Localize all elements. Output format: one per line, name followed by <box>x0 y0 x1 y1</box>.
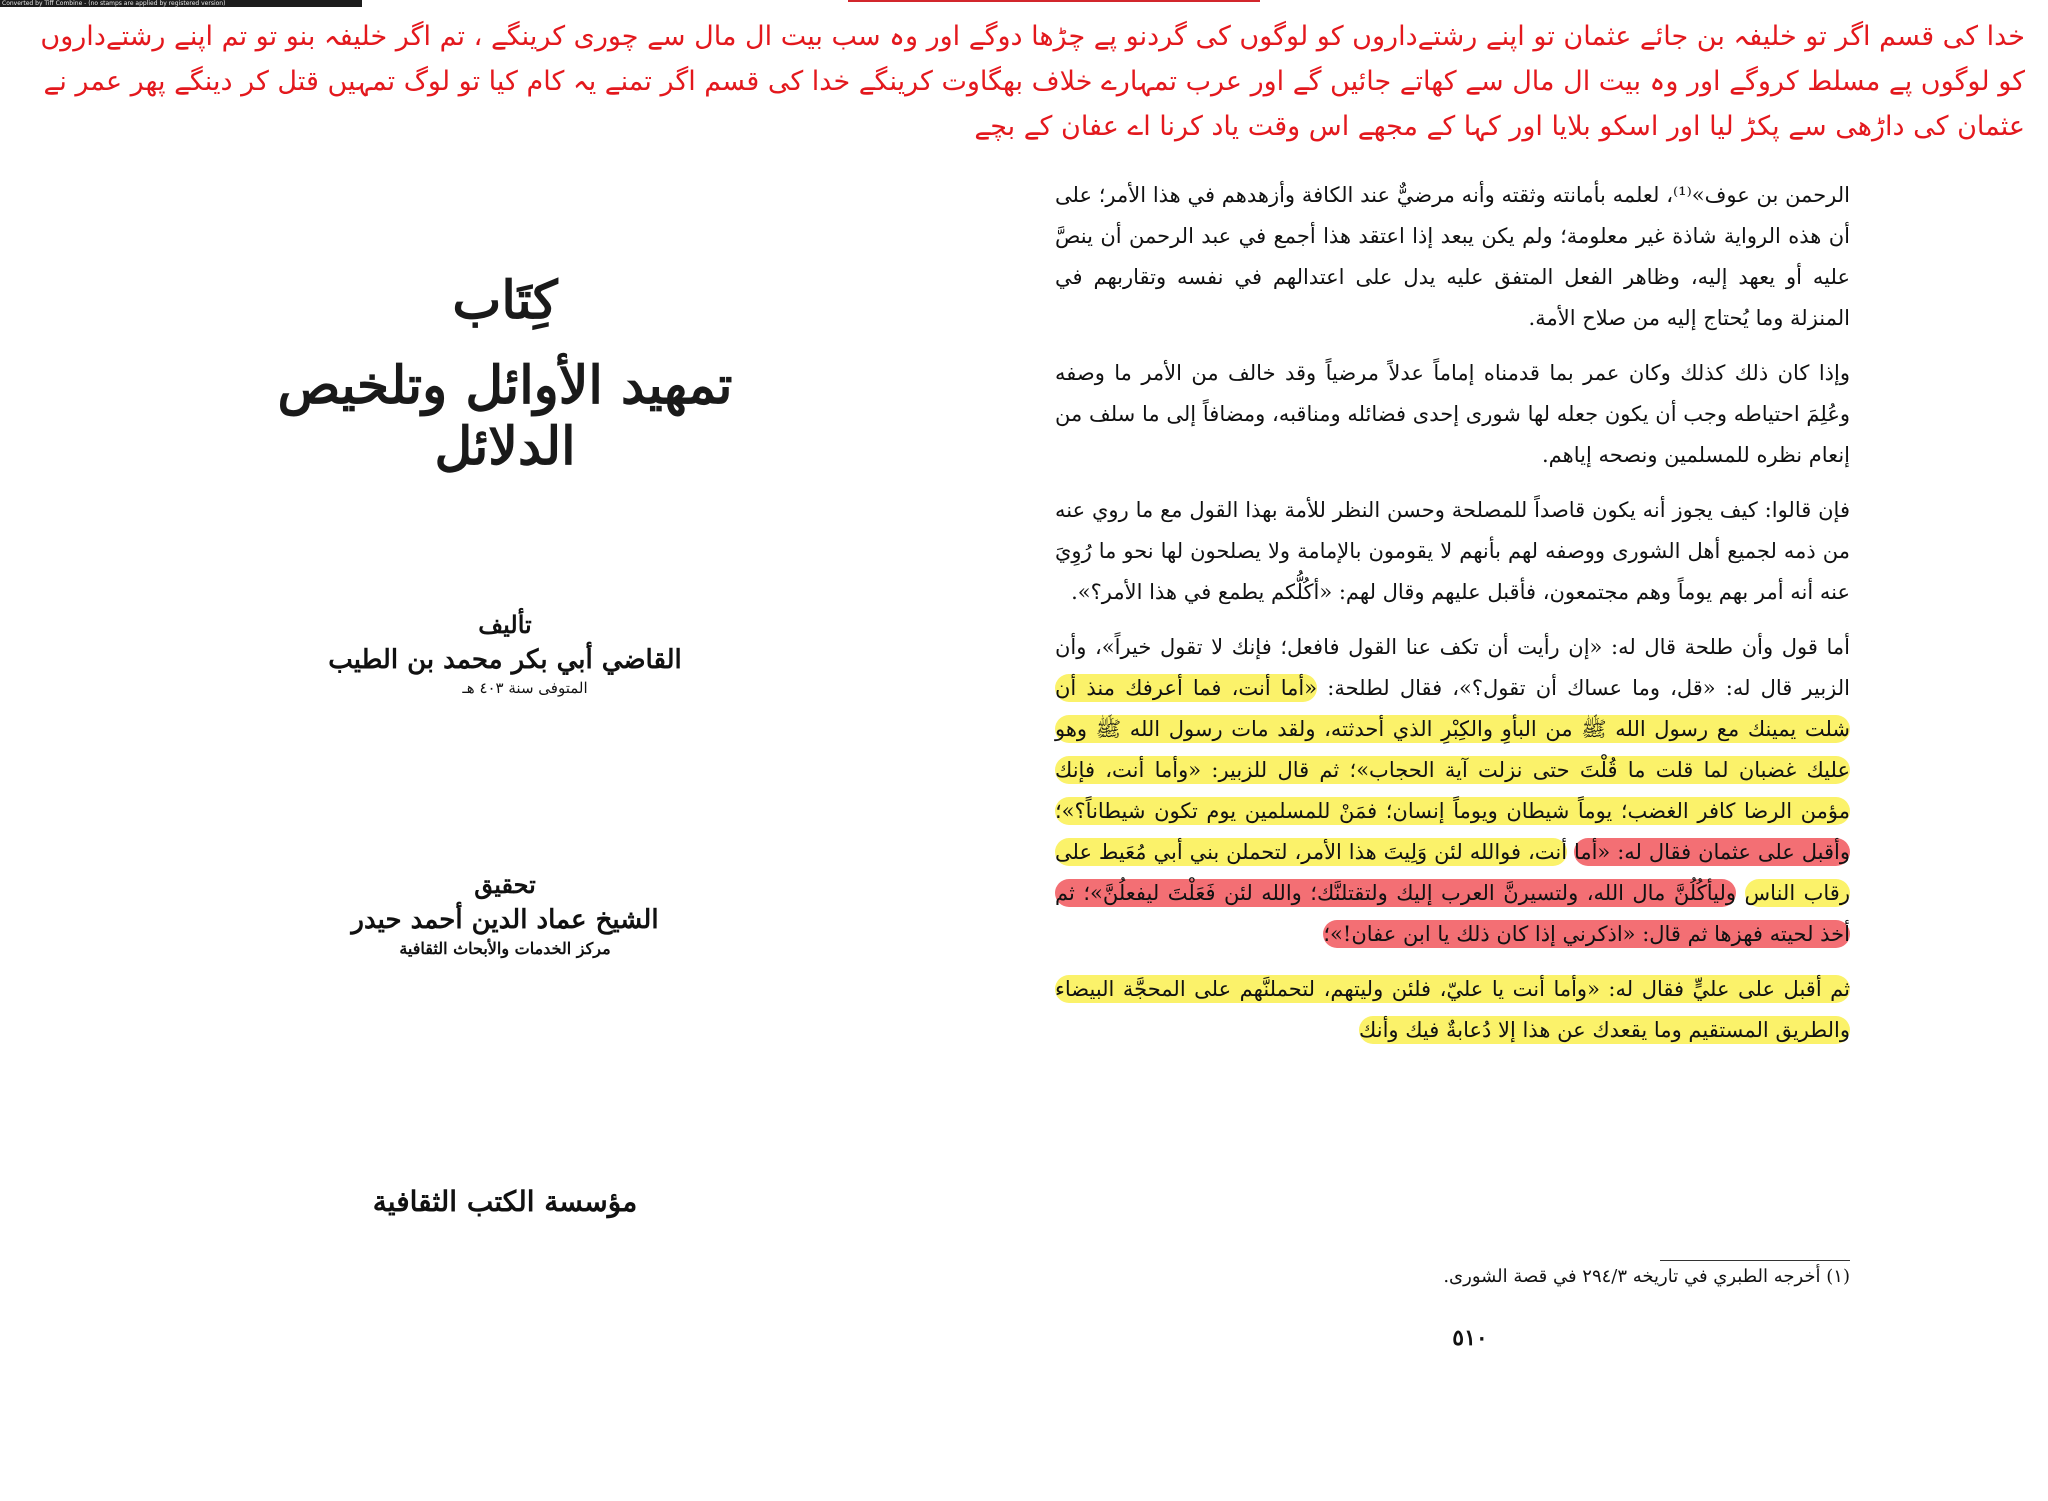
page-number: ٥١٠ <box>1452 1325 1488 1351</box>
red-edge-line <box>848 0 1260 2</box>
author-name: القاضي أبي بكر محمد بن الطيب <box>328 645 682 675</box>
book-cover-page <box>270 230 740 1230</box>
book-title: تمهيد الأوائل وتلخيص الدلائل <box>277 355 733 477</box>
authored-label: تأليف <box>478 610 532 639</box>
paragraph-5 <box>1055 969 1850 1051</box>
paragraph-2: وإذا كان ذلك كذلك وكان عمر بما قدمناه إماماً عدلاً مرضياً وقد خالف من الأمر ما وصفه وعُلِمَ احتياطه وجب أن يكون جعله لها شورى إحدى فضائله ومناقبه، ومضافاً إلى ما سلف من إنعام نظره للمسلمين ونصحه إياهم. <box>1055 361 1850 467</box>
urdu-annotation: خدا کی قسم اگر تو خلیفہ بن جائے عثمان تو اپنے رشتےداروں کو لوگوں کی گردنو پے چڑھا دوگے اور وہ سب بیت ال مال سے چوری کرینگے ، تم اگر خلیفہ بنو تو تم اپنے رشتےداروں کو لوگوں پے مسلط کروگے اور وہ بیت ال مال سے کھاتے جائیں گے اور عرب تمہارے خلاف بھگاوت کرینگے خدا کی قسم اگر تمنے یہ کام کیا تو لوگ تمہیں قتل کر دینگے پھر عمر نے عثمان کی داڑھی سے پکڑ لیا اور اسکو بلایا اور کہا کے مجھے اس وقت یاد کرنا اے عفان کے بچے <box>40 21 2025 142</box>
book-word: كِتَاب <box>452 270 558 331</box>
verified-label: تحقيق <box>474 870 536 899</box>
highlight-red-2: وليأكُلُنَّ مال الله، ولتسيرنَّ العرب إليك ولتقتلنَّك؛ والله لئن فَعَلْتَ ليفعلُنَّ»؛ ثم أخذ لحيته فهزها ثم قال: «اذكرني إذا كان ذلك يا ابن عفان!»؛ <box>1055 881 1850 946</box>
editor-section <box>270 870 740 958</box>
arabic-text-page <box>1055 175 1850 1065</box>
highlight-yellow-3: ثم أقبل على عليٍّ فقال له: «وأما أنت يا عليّ، فلئن وليتهم، لتحملنَّهم على المحجَّة البيضاء والطريق المستقيم وما يقعدك عن هذا إلا دُعابةٌ فيك وأنك <box>1055 977 1850 1042</box>
editor-org: مركز الخدمات والأبحاث الثقافية <box>399 939 611 958</box>
paragraph-3: فإن قالوا: كيف يجوز أنه يكون قاصداً للمصلحة وحسن النظر للأمة بهذا القول مع ما روي عنه من ذمه لجميع أهل الشورى ووصفه لهم بأنهم لا يقومون بالإمامة ولا يصلحون لها نحو ما رُوِيَ عنه أنه أمر بهم يوماً وهم مجتمعون، فأقبل عليهم وقال لهم: «أكُلُّكم يطمع في هذا الأمر؟». <box>1055 498 1850 604</box>
paragraph-4-intro: أما قول وأن طلحة قال له: «إن رأيت أن تكف عنا القول فافعل؛ فإنك لا تقول خيراً»، وأن الزبير قال له: «قل، وما عساك أن تقول؟»، فقال لطلحة: <box>1055 635 1851 700</box>
footnote-rule <box>1660 1260 1850 1261</box>
highlight-red-1: وأقبل على عثمان فقال له: «أما <box>1573 840 1850 864</box>
editor-name: الشيخ عماد الدين أحمد حيدر <box>351 905 659 935</box>
highlight-yellow-1: «أما أنت، فما أعرفك منذ أن شلت يمينك مع رسول الله ﷺ من البأوِ والكِبْرِ الذي أحدثته، ولقد مات رسول الله ﷺ وهو عليك غضبان لما قلت ما قُلْتَ حتى نزلت آية الحجاب»؛ ثم قال للزبير: «وأما أنت، فإنك مؤمن الرضا كافر الغضب؛ يوماً شيطان ويوماً إنسان؛ فمَنْ للمسلمين يوم تكون شيطاناً؟»؛ <box>1055 676 1850 823</box>
death-note: المتوفى سنة ٤٠٣ هـ <box>462 679 588 697</box>
author-section <box>270 610 740 697</box>
publisher-name: مؤسسة الكتب الثقافية <box>372 1185 638 1218</box>
paragraph-1: الرحمن بن عوف»⁽¹⁾، لعلمه بأمانته وثقته وأنه مرضيٌّ عند الكافة وأزهدهم في هذا الأمر؛ على أن هذه الرواية شاذة غير معلومة؛ ولم يكن يبعد إذا اعتقد هذا أجمع في عبد الرحمن أن ينصَّ عليه أو يعهد إليه، وظاهر الفعل المتفق عليه يدل على اعتدالهم في نفسه وتقاربهم في المنزلة وما يُحتاج إليه من صلاح الأمة. <box>1055 183 1851 330</box>
footnote: (١) أخرجه الطبري في تاريخه ٢٩٤/٣ في قصة الشورى. <box>1443 1266 1850 1287</box>
highlight-yellow-2: أنت، فوالله لئن وَلِيتَ هذا الأمر، لتحملن بني أبي مُعَيط على رقاب الناس <box>1055 840 1850 905</box>
converter-banner: Converted by Tiff Combine - (no stamps are applied by registered version) <box>0 0 362 7</box>
paragraph-4 <box>1055 627 1850 955</box>
